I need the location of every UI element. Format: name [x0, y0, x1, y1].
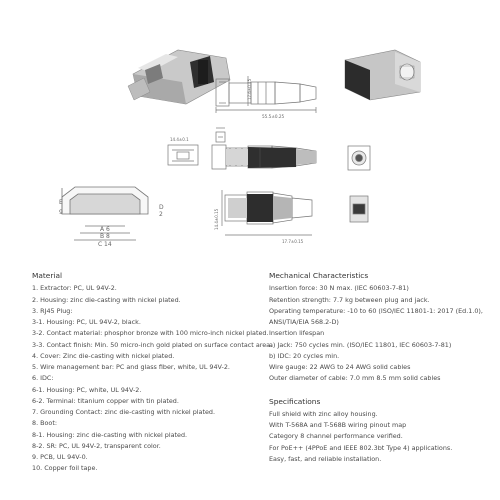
material-line: 5. Wire management bar: PC and glass fiber, white, UL 94V-2.	[32, 363, 230, 371]
label-8: 8	[106, 233, 110, 240]
material-column	[32, 270, 273, 475]
mechanical-line: ANSI/TIA/EIA 568.2-D)	[269, 318, 339, 326]
cable-end-view	[348, 146, 370, 170]
material-line: 4. Cover: Zinc die-casting with nickel plated.	[32, 351, 175, 360]
mechanical-line: Operating temperature: -10 to 60 (ISO/IEC 11801-1: 2017 (Ed.1.0),	[269, 306, 483, 315]
material-line: 8. Boot:	[32, 419, 57, 428]
top-view-drawing	[216, 76, 316, 113]
label-b: B	[100, 233, 105, 240]
mechanical-line: Insertion lifespan	[269, 329, 325, 338]
label-d: D	[159, 204, 164, 211]
material-line: 6. IDC:	[32, 374, 54, 383]
label-a: A	[100, 226, 105, 233]
dim-top-height: 17.6±0.15	[247, 78, 252, 100]
material-line: 6-2. Terminal: titanium copper with tin plated.	[32, 396, 179, 405]
dim-top-length: 55.5±0.25	[262, 114, 285, 119]
mechanical-line: Wire gauge: 22 AWG to 24 AWG solid cables	[269, 363, 411, 371]
material-line: 2. Housing: zinc die-casting with nickel plated.	[32, 295, 181, 304]
mechanical-line: Retention strength: 7.7 kg between plug and jack.	[269, 295, 430, 304]
specification-line: Easy, fast, and reliable installation.	[269, 454, 382, 463]
label-c: C	[98, 241, 103, 248]
material-line: 3-1. Housing: PC, UL 94V-2, black.	[32, 318, 141, 326]
render-angled-view-rear	[345, 50, 420, 100]
dim-front-width: 14.4±0.1	[170, 137, 189, 142]
specification-line: For PoE++ (4PPoE and IEEE 802.3bt Type 4) applications.	[269, 443, 453, 452]
specifications-title: Specifications	[269, 396, 321, 406]
material-line: 8-2. SR: PC, UL 94V-2, transparent color.	[32, 441, 161, 450]
mechanical-title: Mechanical Characteristics	[269, 271, 369, 280]
mechanical-column	[269, 270, 494, 465]
mechanical-line: Outer diameter of cable: 7.0 mm 8.5 mm solid cables	[269, 374, 441, 383]
material-line: 3. RJ45 Plug:	[32, 306, 73, 315]
specification-line: Full shield with zinc alloy housing.	[269, 409, 378, 418]
material-line: 10. Copper foil tape.	[32, 464, 98, 473]
label-2: 2	[159, 211, 163, 218]
material-title: Material	[32, 271, 63, 280]
mechanical-line: a) Jack: 750 cycles min. (ISO/IEC 11801, IEC 60603-7-81)	[269, 340, 452, 349]
bottom-render-side	[228, 194, 292, 222]
label-9: 9	[59, 209, 63, 216]
material-line: 3-2. Contact material: phosphor bronze with 100 micro-inch nickel plated.	[32, 329, 269, 338]
mechanical-line: Insertion force: 30 N max. (IEC 60603-7-81)	[269, 284, 409, 293]
material-line: 6-1. Housing: PC, white, UL 94V-2.	[32, 385, 142, 394]
dim-side-height: 14.4±0.15	[214, 208, 219, 230]
end-view-drawing	[216, 128, 225, 142]
profile-cross-section	[62, 187, 148, 240]
material-line: 7. Grounding Contact: zinc die-casting with nickel plated.	[32, 408, 215, 416]
material-line: 9. PCB, UL 94V-0.	[32, 453, 88, 461]
bottom-end-view	[350, 196, 368, 222]
label-e: E	[59, 199, 63, 206]
dim-side-length: 17.7±0.15	[282, 239, 304, 244]
label-14: 14	[104, 241, 112, 248]
material-line: 3-3. Contact finish: Min. 50 micro-inch gold plated on surface contact area.	[32, 340, 273, 349]
mechanical-line: b) IDC: 20 cycles min.	[269, 351, 340, 360]
material-line: 8-1. Housing: zinc die-casting with nickel plated.	[32, 430, 188, 439]
specification-line: Category 8 channel performance verified.	[269, 432, 403, 441]
front-view-drawing	[168, 145, 198, 165]
render-angled-view	[128, 50, 230, 104]
label-6: 6	[106, 226, 110, 233]
material-line: 1. Extractor: PC, UL 94V-2.	[32, 284, 117, 293]
specification-line: With T-568A and T-568B wiring pinout map	[269, 421, 407, 429]
